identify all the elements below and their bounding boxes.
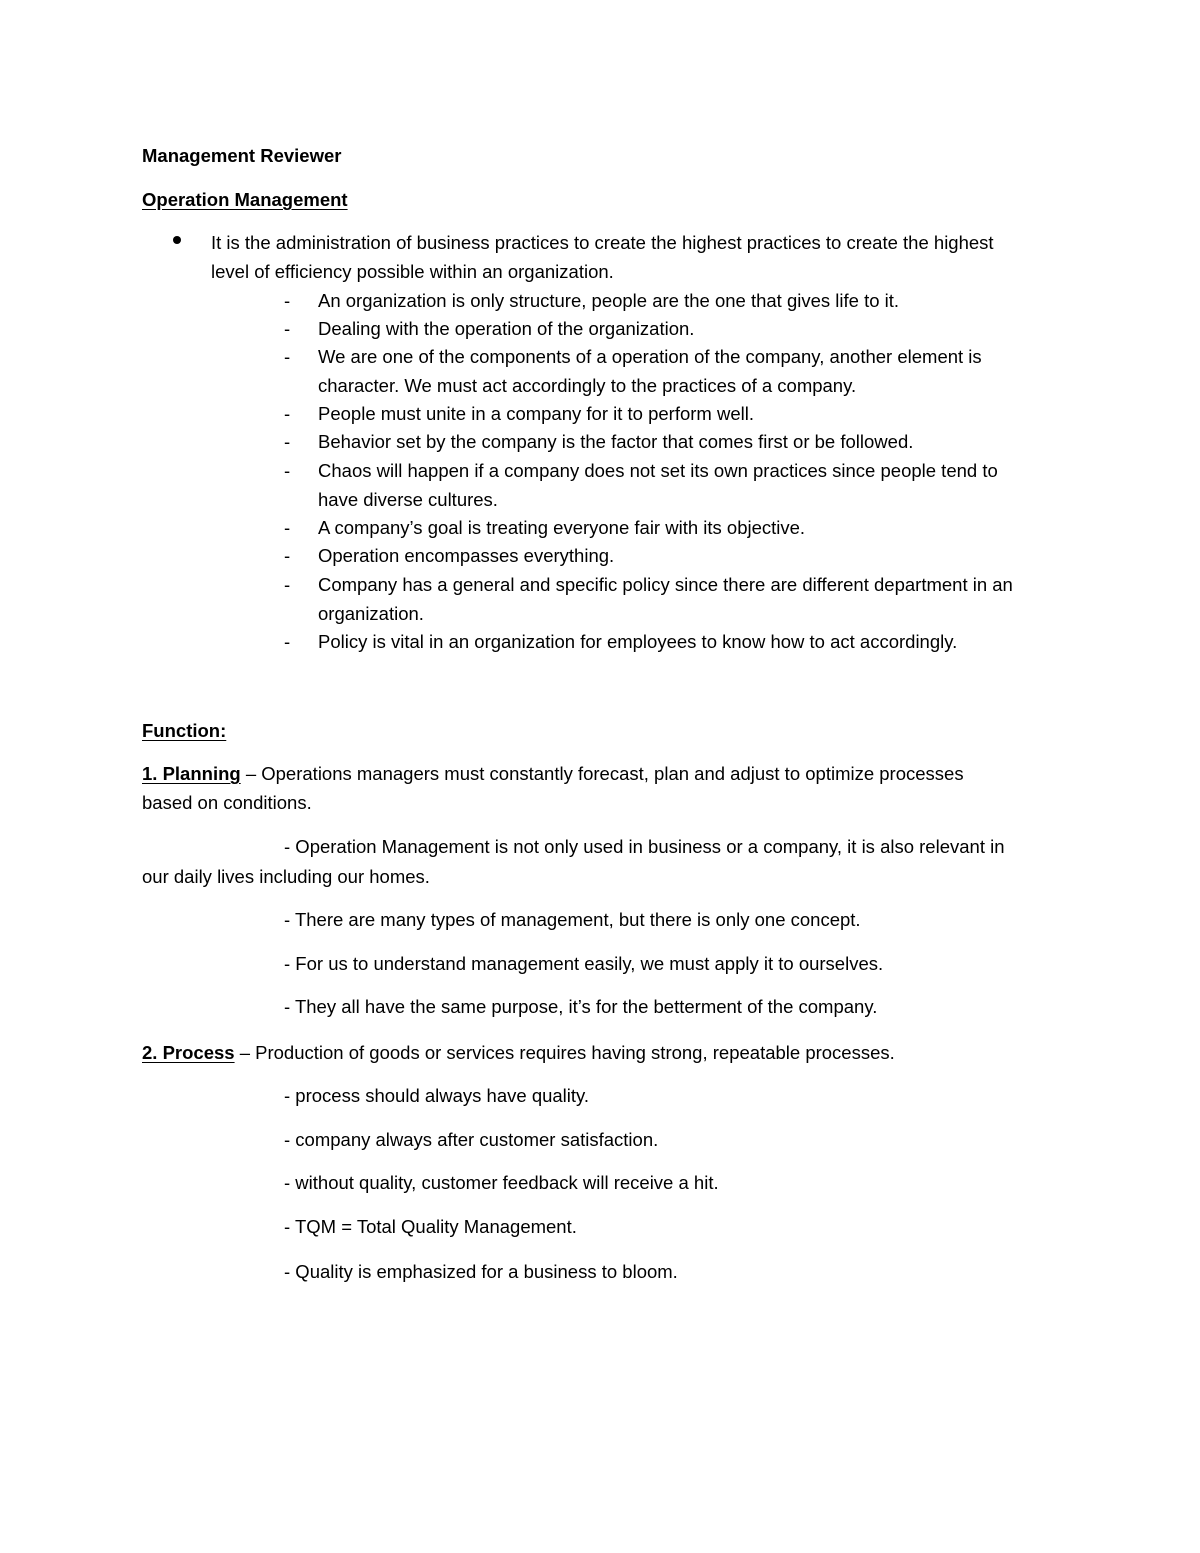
dash-item: A company’s goal is treating everyone fair with its objective. [318,517,806,538]
dash-item: Dealing with the operation of the organization. [318,318,695,339]
function-heading: Function: [142,720,227,741]
bullet-line-1: It is the administration of business practices to create the highest practices to create the highest [211,232,994,253]
dash-marker: - [284,346,291,367]
process-note: - company always after customer satisfaction. [284,1129,659,1150]
dash-marker: - [284,431,291,452]
process-text: – Production of goods or services requires having strong, repeatable processes. [234,1042,895,1063]
dash-marker: - [284,403,291,424]
planning-note: - Operation Management is not only used in business or a company, it is also relevant in [284,836,1005,857]
dash-marker: - [284,290,291,311]
dash-item: Chaos will happen if a company does not set its own practices since people tend to [318,460,998,481]
planning-label: 1. Planning [142,763,241,784]
planning-note: - There are many types of management, but there is only one concept. [284,909,861,930]
bullet-line-2: level of efficiency possible within an organization. [211,261,614,282]
dash-item: Policy is vital in an organization for employees to know how to act accordingly. [318,631,958,652]
dash-item-continuation: character. We must act accordingly to the practices of a company. [318,375,857,396]
dash-marker: - [284,545,291,566]
dash-item: People must unite in a company for it to perform well. [318,403,754,424]
process-note: - without quality, customer feedback will receive a hit. [284,1172,719,1193]
planning-note: - They all have the same purpose, it’s for the betterment of the company. [284,996,878,1017]
dash-item: An organization is only structure, people are the one that gives life to it. [318,290,900,311]
dash-item-continuation: have diverse cultures. [318,489,498,510]
planning-text-continuation: based on conditions. [142,792,312,813]
dash-marker: - [284,460,291,481]
dash-marker: - [284,631,291,652]
dash-marker: - [284,574,291,595]
planning-paragraph [142,763,964,785]
planning-note: - For us to understand management easily, we must apply it to ourselves. [284,953,884,974]
process-note: - TQM = Total Quality Management. [284,1216,577,1237]
planning-note-continuation: our daily lives including our homes. [142,866,430,887]
bullet-dot-icon [173,236,181,244]
planning-text: – Operations managers must constantly forecast, plan and adjust to optimize processes [240,763,964,784]
dash-item: Company has a general and specific policy since there are different department in an [318,574,1013,595]
dash-item: Operation encompasses everything. [318,545,615,566]
process-note: - process should always have quality. [284,1085,590,1106]
document-title: Management Reviewer [142,145,342,166]
dash-item: Behavior set by the company is the factor that comes first or be followed. [318,431,914,452]
dash-item-continuation: organization. [318,603,424,624]
section-heading: Operation Management [142,189,348,210]
dash-marker: - [284,318,291,339]
process-paragraph [142,1042,895,1064]
process-label: 2. Process [142,1042,235,1063]
dash-item: We are one of the components of a operation of the company, another element is [318,346,982,367]
process-note: - Quality is emphasized for a business to bloom. [284,1261,678,1282]
dash-marker: - [284,517,291,538]
